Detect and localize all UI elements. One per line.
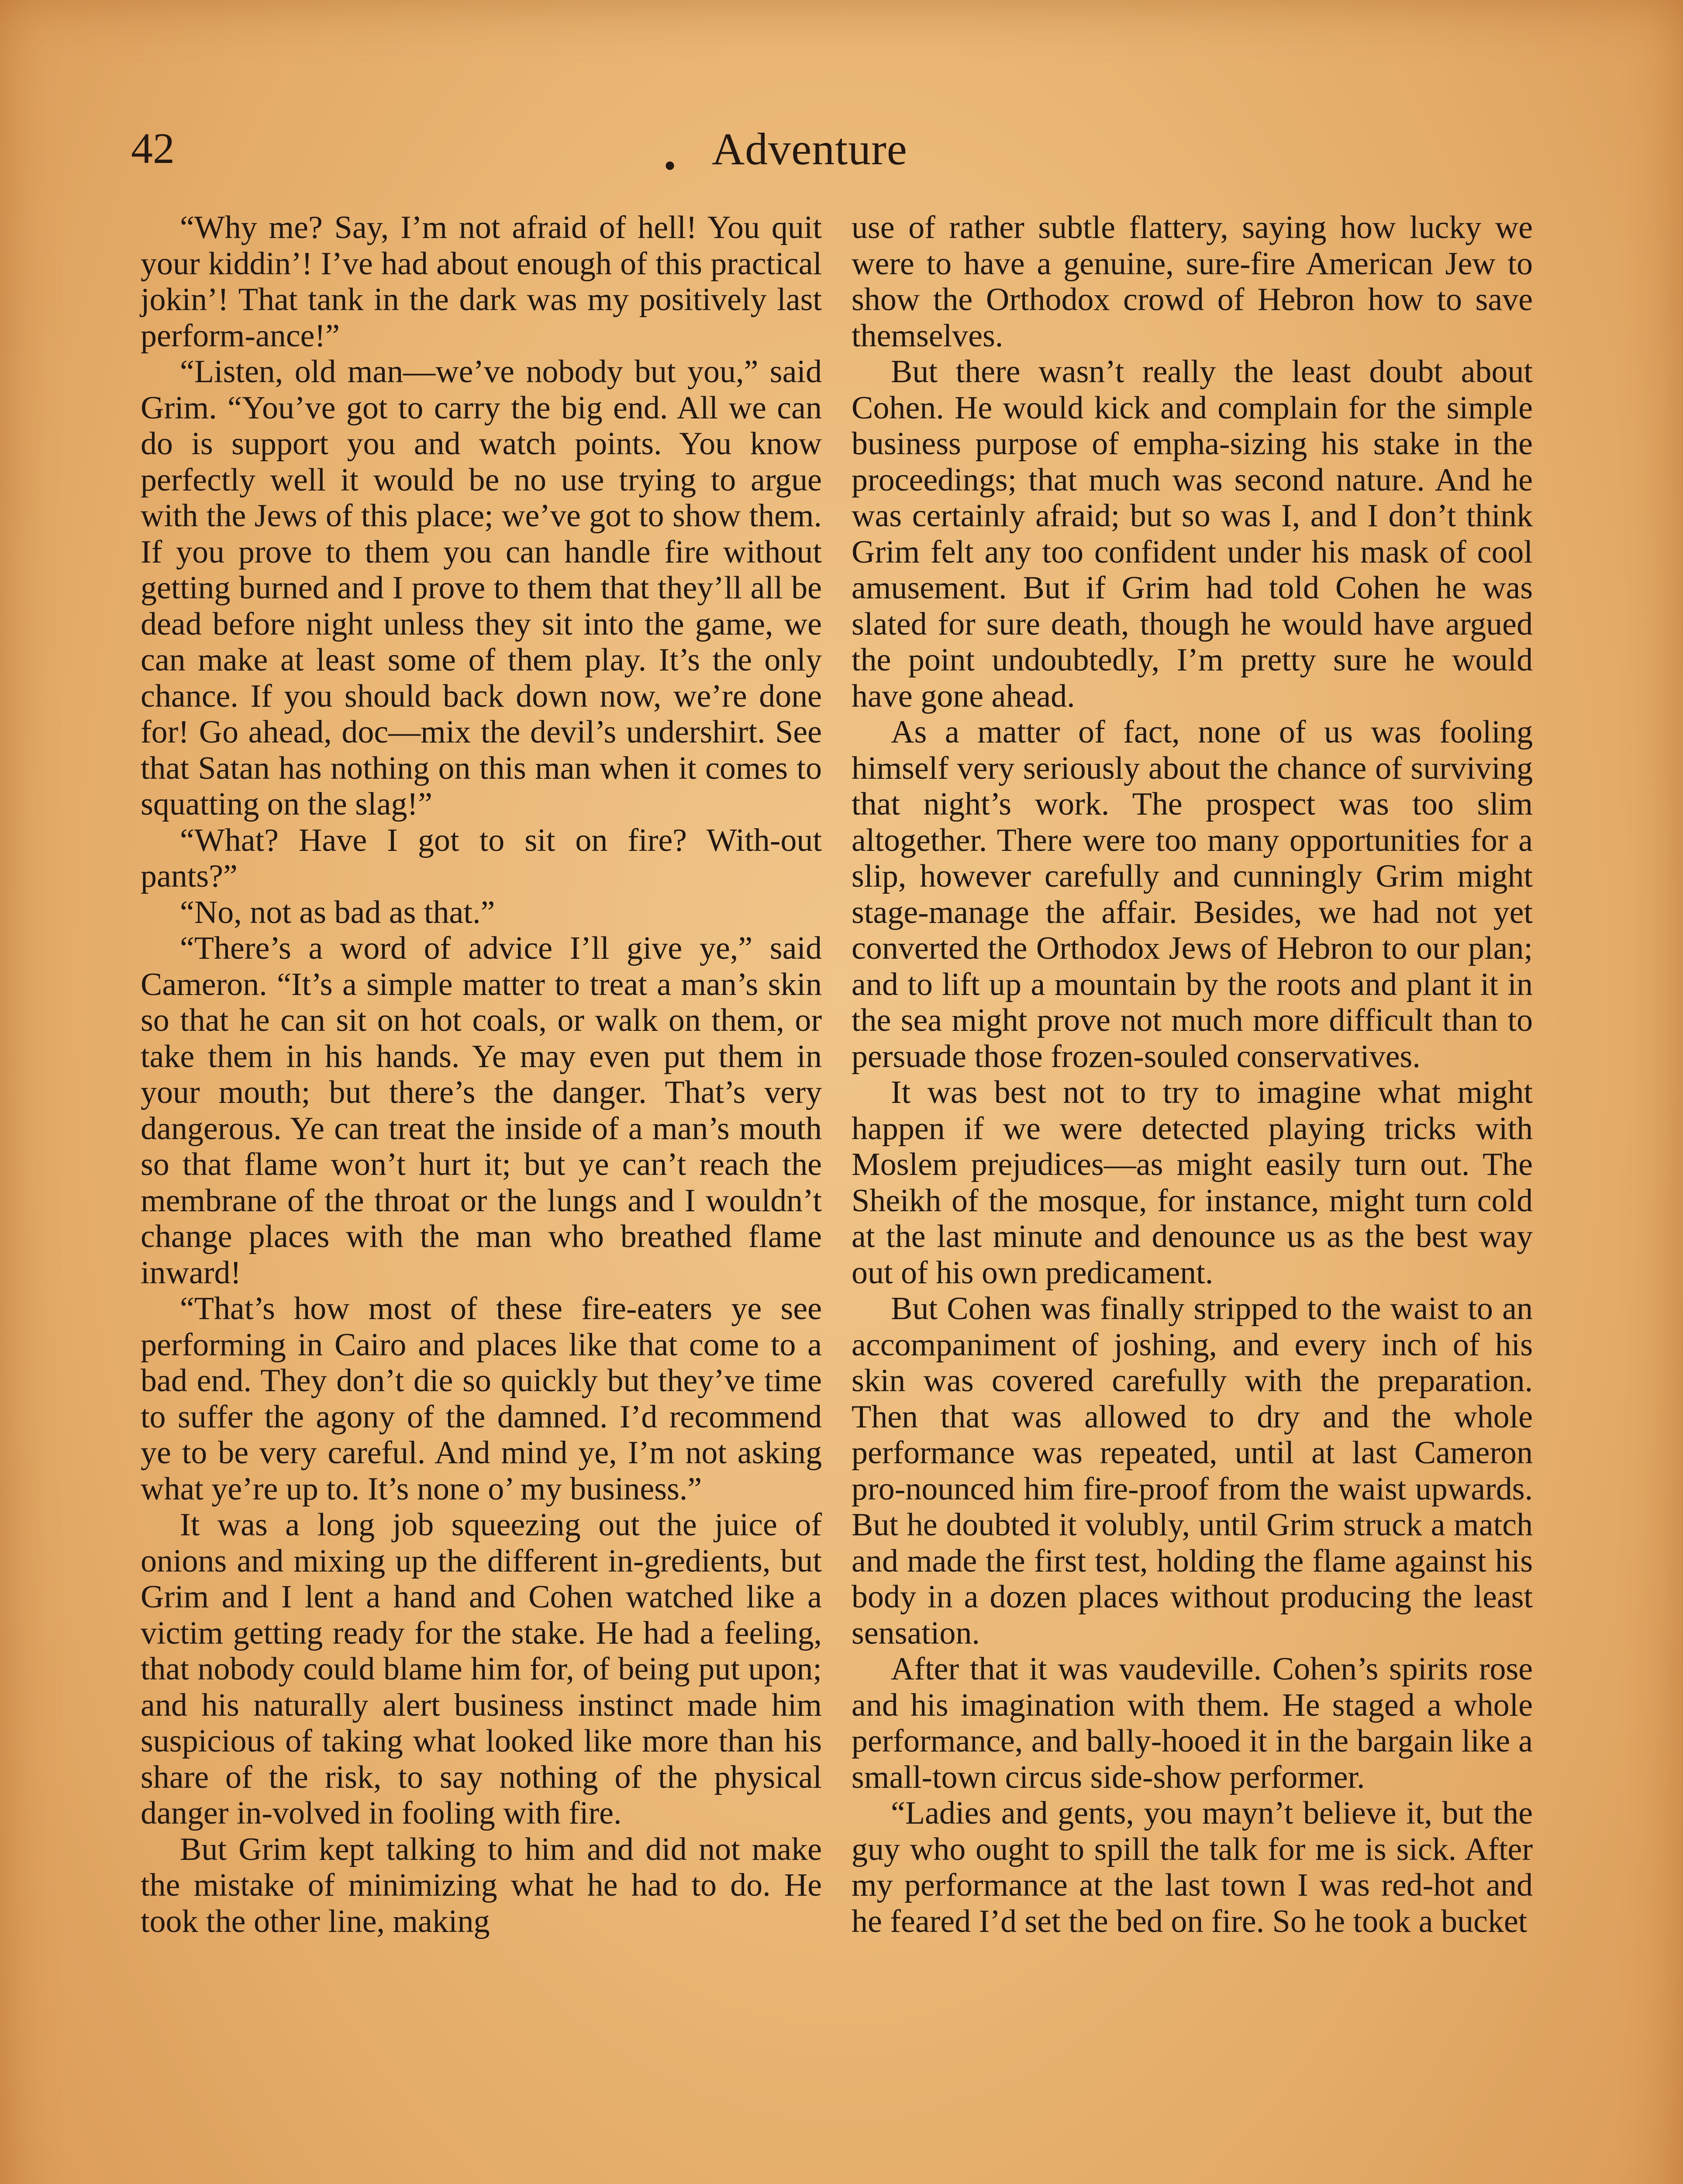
paragraph: “That’s how most of these fire-eaters ye see performing in Cairo and places like that come to a bad end. They don’t die so quickly but they’ve time to suffer the agony of the damned. I’d recommend ye to be very careful. And mind ye, I’m not asking what ye’re up to. It’s none o’ my business.” bbox=[141, 1291, 822, 1507]
paragraph: It was a long job squeezing out the juice of onions and mixing up the different in-gredients, but Grim and I lent a hand and Cohen watched like a victim getting ready for the stake. He had a feeling, that nobody could blame him for, of being put upon; and his naturally alert business instinct made him suspicious of taking what looked like more than his share of the risk, to say nothing of the physical danger in-volved in fooling with fire. bbox=[141, 1507, 822, 1831]
paragraph: It was best not to try to imagine what might happen if we were detected playing tricks with Moslem prejudices—as might easily turn out. The Sheikh of the mosque, for instance, might turn cold at the last minute and denounce us as the best way out of his own predicament. bbox=[852, 1075, 1533, 1291]
paragraph: use of rather subtle flattery, saying how lucky we were to have a genuine, sure-fire American Jew to show the Orthodox crowd of Hebron how to save themselves. bbox=[852, 210, 1533, 354]
header-separator: • bbox=[664, 147, 676, 185]
paragraph: But there wasn’t really the least doubt about Cohen. He would kick and complain for the simple business purpose of empha-sizing his stake in the proceedings; that much was second nature. And he was certainly afraid; but so was I, and I don’t think Grim felt any too confident under his mask of cool amusement. But if Grim had told Cohen he was slated for sure death, though he would have argued the point undoubtedly, I’m pretty sure he would have gone ahead. bbox=[852, 354, 1533, 714]
paragraph: “Ladies and gents, you mayn’t believe it, but the guy who ought to spill the talk for me is sick. After my performance at the last town I was red-hot and he feared I’d set the bed on fire. So he took a bucket bbox=[852, 1795, 1533, 1939]
paragraph: As a matter of fact, none of us was fooling himself very seriously about the chance of surviving that night’s work. The prospect was too slim altogether. There were too many opportunities for a slip, however carefully and cunningly Grim might stage-manage the affair. Besides, we had not yet converted the Orthodox Jews of Hebron to our plan; and to lift up a mountain by the roots and plant it in the sea might prove not much more difficult than to persuade those frozen-souled conservatives. bbox=[852, 714, 1533, 1075]
paragraph: After that it was vaudeville. Cohen’s spirits rose and his imagination with them. He staged a whole performance, and bally-hooed it in the bargain like a small-town circus side-show performer. bbox=[852, 1651, 1533, 1795]
paragraph: But Grim kept talking to him and did not make the mistake of minimizing what he had to do. He took the other line, making bbox=[141, 1831, 822, 1939]
page-header bbox=[131, 118, 1528, 197]
paragraph: “No, not as bad as that.” bbox=[180, 894, 495, 930]
paragraph: “What? Have I got to sit on fire? With-out pants?” bbox=[141, 822, 822, 894]
paragraph: But Cohen was finally stripped to the waist to an accompaniment of joshing, and every inch of his skin was covered carefully with the preparation. Then that was allowed to dry and the whole performance was repeated, until at last Cameron pro-nounced him fire-proof from the waist upwards. But he doubted it volubly, until Grim struck a match and made the first test, holding the flame against his body in a dozen places without producing the least sensation. bbox=[852, 1291, 1533, 1651]
magazine-title: Adventure bbox=[712, 124, 907, 174]
right-column bbox=[852, 210, 1533, 1939]
page-number: 42 bbox=[131, 124, 175, 173]
paragraph: “There’s a word of advice I’ll give ye,” said Cameron. “It’s a simple matter to treat a man’s skin so that he can sit on hot coals, or walk on them, or take them in his hands. Ye may even put them in your mouth; but there’s the danger. That’s very dangerous. Ye can treat the inside of a man’s mouth so that flame won’t hurt it; but ye can’t reach the membrane of the throat or the lungs and I wouldn’t change places with the man who breathed flame inward! bbox=[141, 930, 822, 1291]
paragraph: “Listen, old man—we’ve nobody but you,” said Grim. “You’ve got to carry the big end. All we can do is support you and watch points. You know perfectly well it would be no use trying to argue with the Jews of this place; we’ve got to show them. If you prove to them you can handle fire without getting burned and I prove to them that they’ll all be dead before night unless they sit into the game, we can make at least some of them play. It’s the only chance. If you should back down now, we’re done for! Go ahead, doc—mix the devil’s undershirt. See that Satan has nothing on this man when it comes to squatting on the slag!” bbox=[141, 354, 822, 822]
paragraph: “Why me? Say, I’m not afraid of hell! You quit your kiddin’! I’ve had about enough of this practical jokin’! That tank in the dark was my positively last perform-ance!” bbox=[141, 210, 822, 354]
left-column bbox=[141, 210, 822, 1939]
